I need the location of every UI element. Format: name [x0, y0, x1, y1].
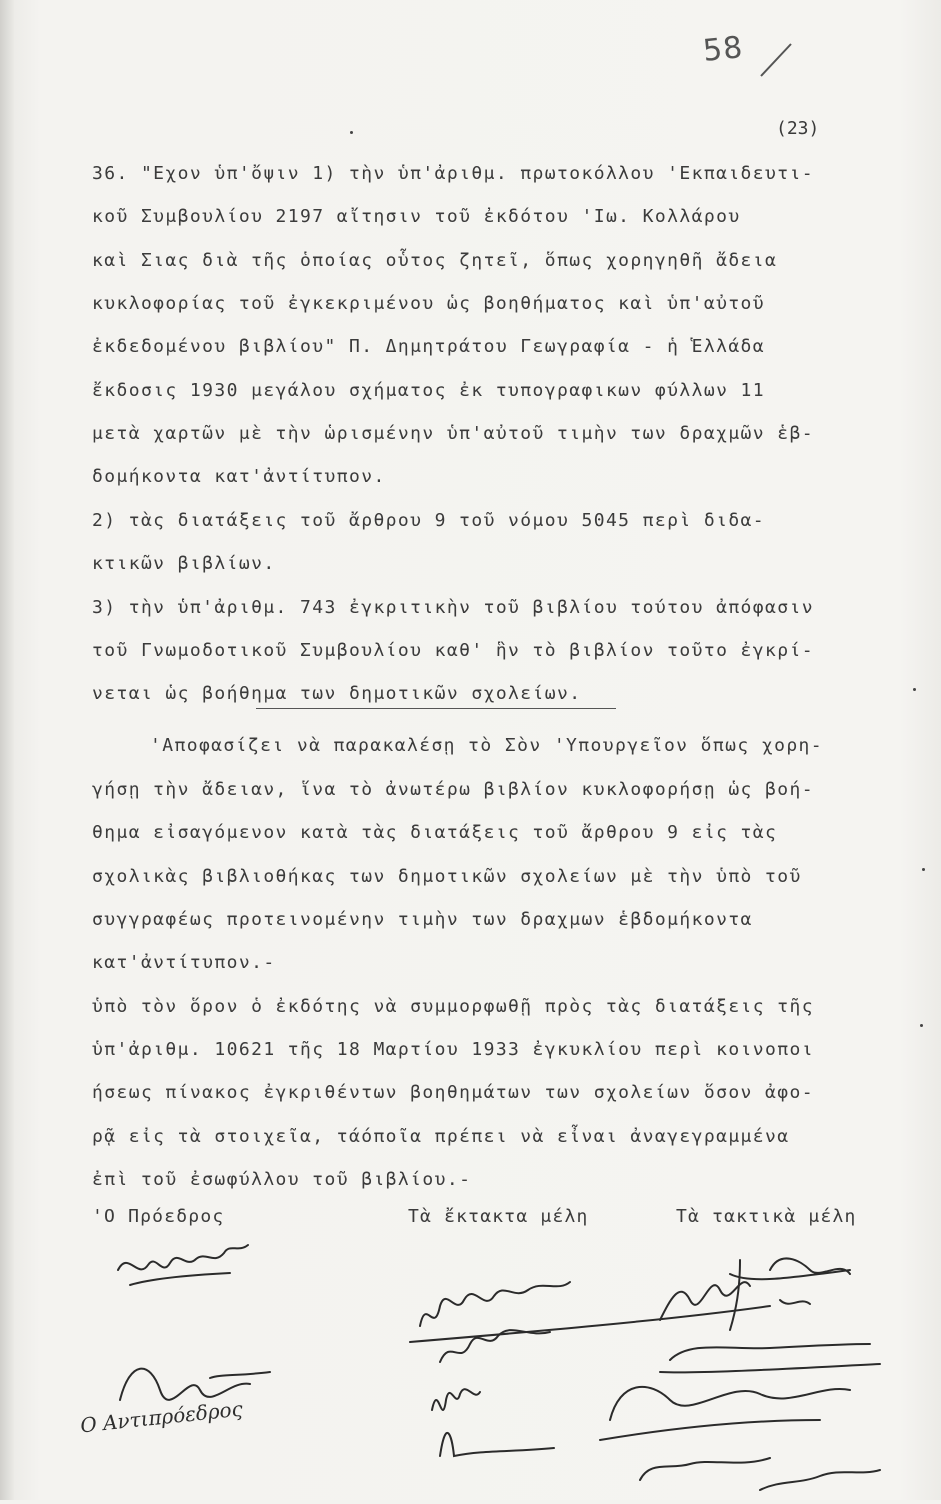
body-line: ἐκδεδομένου βιβλίου" Π. Δημητράτου Γεωγραφία - ἡ Ἑλλάδα	[92, 336, 766, 357]
pencil-underline	[256, 708, 616, 709]
body-line: θημα εἰσαγόμενον κατὰ τὰς διατάξεις τοῦ ἄρθρου 9 εἰς τὰς	[92, 822, 778, 843]
body-line: σχολικὰς βιβλιοθήκας των δημοτικῶν σχολείων μὲ τὴν ὑπὸ τοῦ	[92, 866, 802, 887]
extraordinary-members-label: Τὰ ἔκτακτα μέλη	[408, 1206, 589, 1227]
body-line: ἐπὶ τοῦ ἐσωφύλλου τοῦ βιβλίου.-	[92, 1169, 472, 1190]
body-line: ήσεως πίνακος ἐγκριθέντων βοηθημάτων των σχολείων ὅσον ἀφο-	[92, 1082, 814, 1103]
body-line: κυκλοφορίας τοῦ ἐγκεκριμένου ὡς βοηθήματος καὶ ὑπ'αὐτοῦ	[92, 293, 766, 314]
body-line: γήσῃ τὴν ἄδειαν, ἵνα τὸ ἀνωτέρω βιβλίον κυκλοφορήσῃ ὡς βοή-	[92, 779, 814, 800]
ink-dot	[913, 688, 916, 691]
body-line: τοῦ Γνωμοδοτικοῦ Συμβουλίου καθ' ἣν τὸ βιβλίον τοῦτο ἐγκρί-	[92, 640, 814, 661]
ink-dot	[350, 131, 353, 134]
archive-slash-mark	[755, 40, 795, 80]
body-line: κοῦ Συμβουλίου 2197 αἴτησιν τοῦ ἐκδότου 'Ιω. Κολλάρου	[92, 206, 741, 227]
body-line: ὑπ'ἀριθμ. 10621 τῆς 18 Μαρτίου 1933 ἐγκυκλίου περὶ κοινοποι	[92, 1039, 814, 1060]
body-line: κτικῶν βιβλίων.	[92, 553, 276, 574]
body-line: συγγραφέως προτεινομένην τιμὴν των δραχμων ἑβδομήκοντα	[92, 909, 753, 930]
body-line: 2) τὰς διατάξεις τοῦ ἄρθρου 9 τοῦ νόμου 5045 περὶ διδα-	[92, 510, 766, 531]
body-line: καὶ Σιας διὰ τῆς ὁποίας οὗτος ζητεῖ, ὅπως χορηγηθῆ ἄδεια	[92, 250, 778, 271]
vice-president-note: Ο Αντιπρόεδρος	[79, 1396, 244, 1438]
body-line: νεται ὡς βοήθημα των δημοτικῶν σχολείων.	[92, 683, 582, 704]
ink-dot	[922, 868, 925, 871]
body-line: 3) τὴν ὑπ'ἀριθμ. 743 ἐγκριτικὴν τοῦ βιβλίου τούτου ἀπόφασιν	[92, 597, 814, 618]
body-line: δομήκοντα κατ'ἀντίτυπον.	[92, 466, 386, 487]
page-number: (23)	[776, 118, 820, 139]
handwritten-signatures	[0, 1230, 941, 1500]
body-line: 'Αποφασίζει νὰ παρακαλέσῃ τὸ Σὸν 'Υπουργεῖον ὅπως χορη-	[150, 735, 824, 756]
body-line: ἔκδοσις 1930 μεγάλου σχήματος ἐκ τυπογραφικων φύλλων 11	[92, 380, 766, 401]
body-line: 36. "Εχον ὑπ'ὄψιν 1) τὴν ὑπ'ἀριθμ. πρωτοκόλλου 'Εκπαιδευτι-	[92, 163, 814, 184]
body-line: μετὰ χαρτῶν μὲ τὴν ὡρισμένην ὑπ'αὐτοῦ τιμὴν των δραχμῶν ἑβ-	[92, 423, 814, 444]
president-label: 'Ο Πρόεδρος	[92, 1206, 225, 1227]
ink-dot	[920, 1024, 923, 1027]
body-line: κατ'ἀντίτυπον.-	[92, 952, 276, 973]
body-line: ρᾷ εἰς τὰ στοιχεῖα, τάόποῖα πρέπει νὰ εἶναι ἀναγεγραμμένα	[92, 1126, 790, 1147]
signature-area	[0, 1230, 941, 1500]
body-line: ὑπὸ τὸν ὅρον ὁ ἐκδότης νὰ συμμορφωθῇ πρὸς τὰς διατάξεις τῆς	[92, 996, 814, 1017]
regular-members-label: Τὰ τακτικὰ μέλη	[676, 1206, 857, 1227]
archive-number: 58	[701, 29, 745, 70]
